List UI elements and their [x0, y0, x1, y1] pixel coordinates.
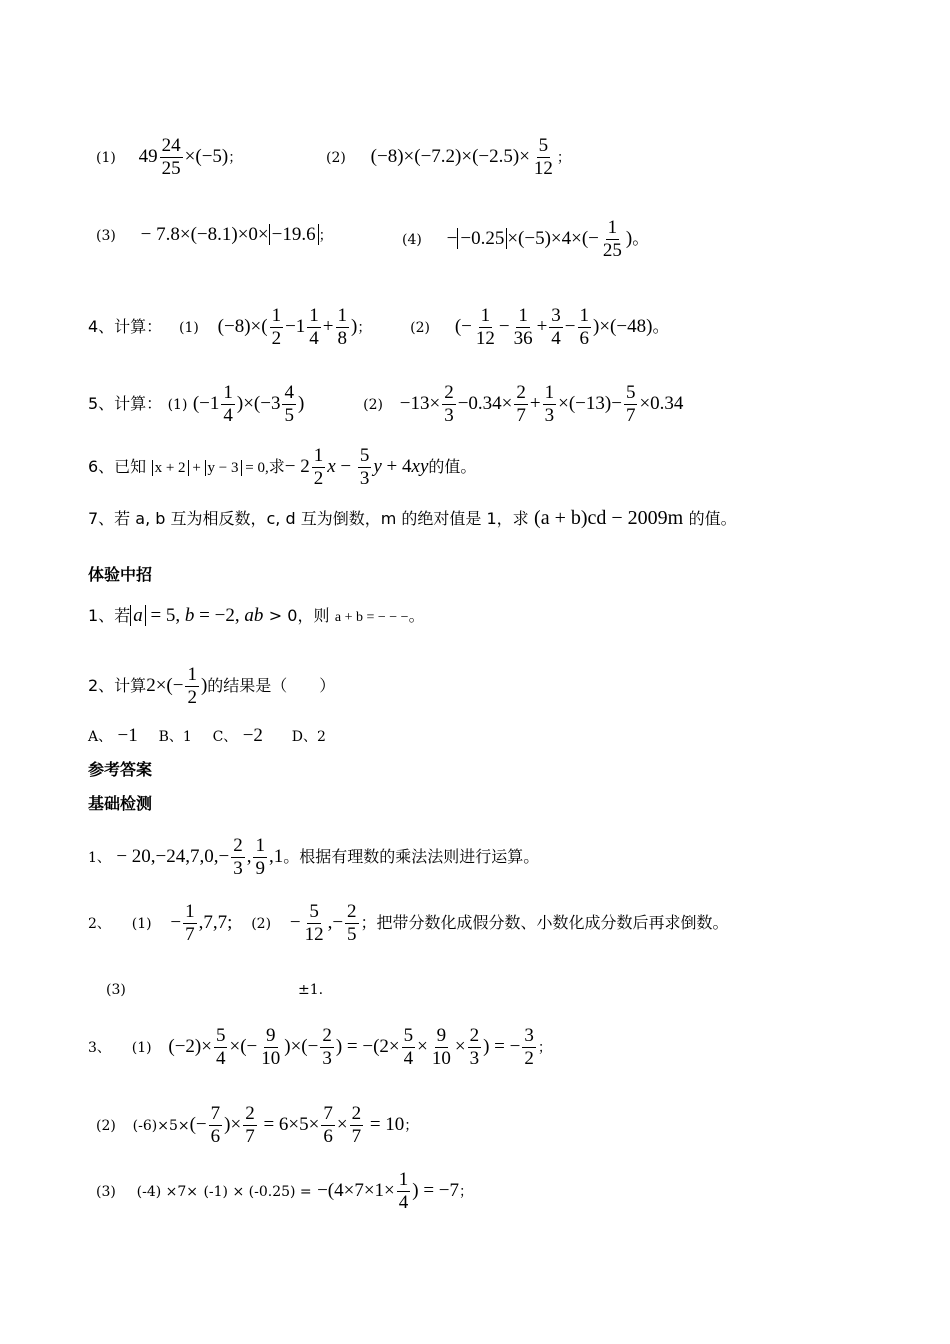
q6-condition: x + 2 + y − 3 = 0,: [152, 460, 269, 476]
q5-p1-label: (1): [167, 396, 188, 413]
ex3-row-2: (2) (−8)×(−7.2)×(−2.5)× $\frac{5}{12}$ ；: [326, 135, 571, 179]
q5-p2-expr: −13× $\frac{2}{3}$ −0.34× $\frac{2}{7}$ + $\frac{1}{3}$ ×(−13)− $\frac{5}{7}$ ×0.34: [399, 382, 684, 426]
q7-row: [88, 508, 737, 528]
answer-3-1: 3、 (1) (−2)× $\frac{5}{4}$ ×(− $\frac{9}{10}$ )×(− $\frac{2}{3}$ ) = −(2× $\frac{5}{4}$ × $\frac{9}{10}$ × $\frac{2}{3}$ ) = − $\frac{3}{2}$ ；: [88, 1025, 552, 1069]
q6-row: [88, 446, 476, 489]
tiyan-q2-expr: 2×(− $\frac{1}{2}$ ): [146, 664, 208, 708]
tiyan-q2-text: 2、计算: [88, 675, 147, 695]
option-a-value: −1: [117, 725, 138, 746]
q4-label: 4、计算：: [88, 316, 163, 336]
section-answer-heading: 参考答案: [88, 760, 153, 779]
tiyan-q1-result: a + b = − − −: [334, 610, 409, 625]
ex3-p2-label: (2): [326, 149, 346, 166]
answer-3-p3-expr: −(4×7×1× $\frac{1}{4}$ ) = −7: [317, 1169, 460, 1213]
answer-1-num: 1、: [88, 849, 111, 866]
q5-p1-expr: (−1 $\frac{1}{4}$ )×(−3 $\frac{4}{5}$ ): [192, 382, 305, 426]
q7-expr: (a + b)cd − 2009m: [534, 507, 684, 529]
q4-p1-expr: (−8)×( $\frac{1}{2}$ −1 $\frac{1}{4}$ + $\frac{1}{8}$ ): [217, 305, 358, 349]
ex3-p4-label: (4): [402, 231, 422, 248]
tiyan-q1-gt: > 0，则: [268, 606, 330, 625]
q5-label: 5、计算：: [88, 393, 163, 413]
q6-suffix: 的值。: [428, 456, 477, 476]
ex3-p3-expr: − 7.8×(−8.1)×0× −19.6: [141, 224, 319, 245]
tiyan-q1-end: 。: [408, 606, 425, 625]
answer-3-p3-mid: (-1) × (-0.25) =: [203, 1183, 312, 1200]
ex3-row-1: (1) 49 $\frac{24}{25}$ ×(−5)；: [96, 135, 243, 179]
ex3-p1-label: (1): [96, 149, 116, 166]
q4-p2-expr: (− $\frac{1}{12}$ − $\frac{1}{36}$ + $\frac{3}{4}$ − $\frac{1}{6}$ )×(−48): [454, 305, 653, 349]
answer-3-p2-label: (2): [96, 1117, 116, 1134]
answer-3-p2-lead: (-6)×5×: [132, 1117, 190, 1134]
ex3-p3-label: (3): [96, 228, 116, 244]
answer-3-3: (3) (-4) ×7× (-1) × (-0.25) = −(4×7×1× $\frac{1}{4}$ ) = −7；: [96, 1169, 474, 1213]
answer-2-text: ；把带分数化成假分数、小数化成分数后再求倒数。: [360, 912, 729, 932]
q5-p2-label: (2): [363, 396, 383, 413]
tiyan-q1: [88, 606, 425, 625]
ex3-row-3: (3) − 7.8×(−8.1)×0× −19.6 ；: [96, 224, 333, 245]
ex3-p1-expr: 49 $\frac{24}{25}$ ×(−5): [138, 135, 229, 179]
answer-1-text: 。根据有理数的乘法法则进行运算。: [283, 846, 540, 866]
tiyan-q1-cond: a = 5, b = −2, ab: [130, 605, 263, 626]
option-d: D、2: [291, 729, 326, 745]
answer-1-expr: − 20,−24,7,0,− $\frac{2}{3}$ , $\frac{1}{9}$ ,1: [116, 835, 284, 879]
answer-1: [88, 836, 539, 879]
answer-3-p1-expr: (−2)× $\frac{5}{4}$ ×(− $\frac{9}{10}$ )×(− $\frac{2}{3}$ ) = −(2× $\frac{5}{4}$ × $\frac{9}{10}$ × $\frac{2}{3}$ ) = − $\frac{3}{2}$: [168, 1025, 534, 1069]
ex3-row-4: (4) − −0.25 ×(−5)×4×(− $\frac{1}{25}$ )。: [402, 217, 650, 261]
answer-2-num: 2、: [88, 915, 111, 932]
option-b: B、1: [158, 729, 192, 745]
answer-3-p3-lead: (-4) ×7×: [136, 1183, 199, 1200]
option-a-label: A、: [88, 729, 113, 745]
option-c-label: C、: [212, 729, 238, 745]
answer-2-p1-label: (1): [131, 915, 152, 932]
q6-expr: − 2 $\frac{1}{2}$ x − $\frac{5}{3}$ y + 4xy: [284, 445, 429, 489]
q7-suffix: 的值。: [688, 509, 737, 528]
tiyan-q2: [88, 665, 335, 708]
tiyan-q2-suffix: 的结果是（ ）: [207, 675, 336, 695]
answer-2: [88, 902, 729, 945]
q6-prefix: 6、已知: [88, 456, 147, 476]
tiyan-q1-text: 、若: [98, 606, 131, 625]
tiyan-q2-options: [88, 726, 326, 745]
answer-3-p1-label: (1): [131, 1039, 152, 1056]
q4-p1-label: (1): [179, 319, 199, 336]
q4-row: 4、计算： (1) (−8)×( $\frac{1}{2}$ −1 $\frac{1}{4}$ + $\frac{1}{8}$ )； (2) (− $\frac{1}{12}$ − $\frac{1}{36}$ + $\frac{3}{4}$ − $\frac{1}{6}$ )×(−48)。: [88, 305, 670, 349]
tiyan-q1-num: 1: [88, 606, 99, 625]
q5-row: [88, 383, 683, 426]
answer-2-part3-value: ±1.: [298, 982, 324, 998]
section-tiyan-heading: 体验中招: [88, 565, 153, 584]
answer-3-num: 3、: [88, 1039, 111, 1056]
q6-ask: 求: [268, 456, 285, 476]
section-jichu-heading: 基础检测: [88, 794, 153, 813]
answer-2-p2-expr: − $\frac{5}{12}$ ,− $\frac{2}{5}$: [289, 901, 357, 945]
q4-p2-label: (2): [410, 319, 430, 336]
answer-2-p1-expr: − $\frac{1}{7}$ ,7,7;: [170, 901, 233, 945]
answer-3-2: (2) (-6)×5×(− $\frac{7}{6}$ )× $\frac{2}{7}$ = 6×5× $\frac{7}{6}$ × $\frac{2}{7}$ = 10；: [96, 1103, 419, 1147]
ex3-p4-expr: − −0.25 ×(−5)×4×(− $\frac{1}{25}$ ): [446, 217, 633, 261]
q7-text: 7、若 a, b 互为相反数，c, d 互为倒数，m 的绝对值是 1，求: [88, 509, 529, 528]
ex3-p2-expr: (−8)×(−7.2)×(−2.5)× $\frac{5}{12}$: [370, 135, 553, 179]
answer-3-p2-expr: (− $\frac{7}{6}$ )× $\frac{2}{7}$ = 6×5× $\frac{7}{6}$ × $\frac{2}{7}$ = 10: [189, 1103, 405, 1147]
option-c-value: −2: [242, 725, 263, 746]
answer-2-part3-label: (3): [106, 982, 126, 998]
answer-3-p3-label: (3): [96, 1183, 116, 1200]
answer-2-p2-label: (2): [251, 915, 272, 932]
